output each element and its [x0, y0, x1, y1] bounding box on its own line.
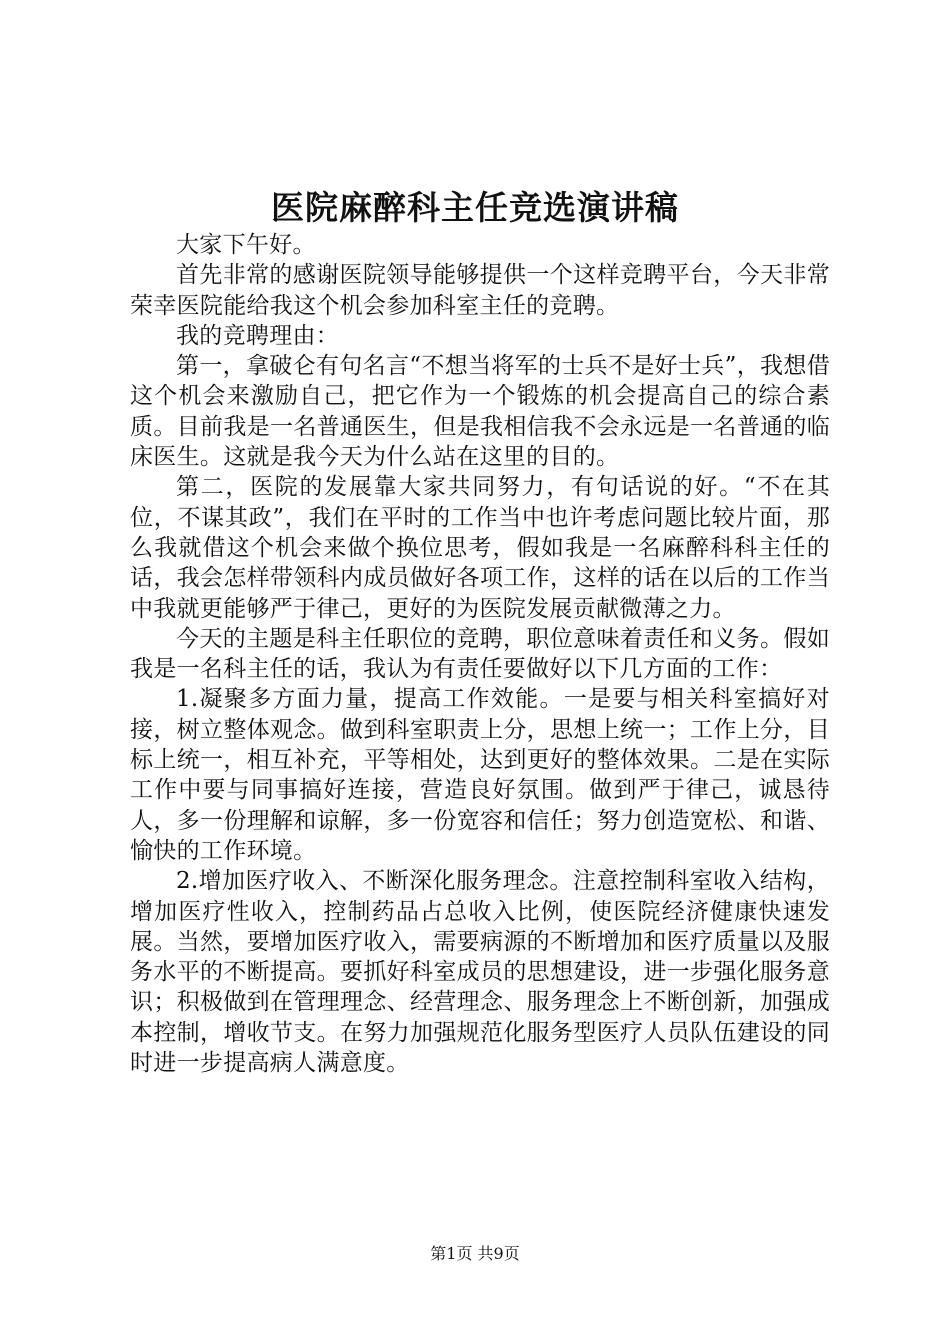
paragraph-reason-one: 第一，拿破仑有句名言“不想当将军的士兵不是好士兵”，我想借这个机会来激励自己，把它作为一个锻炼的机会提高自己的综合素质。目前我是一名普通医生，但是我相信我不会永远是一名普通的临床医生。这就是我今天为什么站在这里的目的。: [130, 353, 830, 471]
document-title: 医院麻醉科主任竞选演讲稿: [271, 188, 679, 227]
page-number-footer: 第1页 共9页: [430, 1244, 520, 1263]
paragraph-reason-two: 第二，医院的发展靠大家共同努力，有句话说的好。“不在其位，不谋其政”，我们在平时的工作当中也许考虑问题比较片面，那么我就借这个机会来做个换位思考，假如我是一名麻醉科科主任的话，我会怎样带领科内成员做好各项工作，这样的话在以后的工作当中我就更能够严于律己，更好的为医院发展贡献微薄之力。: [130, 474, 830, 622]
paragraph-point-one: 1.凝聚多方面力量，提高工作效能。一是要与相关科室搞好对接，树立整体观念。做到科室职责上分，思想上统一；工作上分，目标上统一，相互补充，平等相处，达到更好的整体效果。二是在实际工作中要与同事搞好连接，营造良好氛围。做到严于律己，诚恳待人，多一份理解和谅解，多一份宽容和信任；努力创造宽松、和谐、愉快的工作环境。: [130, 686, 830, 864]
document-body: [130, 230, 830, 1078]
paragraph-point-two: 2.增加医疗收入、不断深化服务理念。注意控制科室收入结构，增加医疗性收入，控制药品占总收入比例，使医院经济健康快速发展。当然，要增加医疗收入，需要病源的不断增加和医疗质量以及服务水平的不断提高。要抓好科室成员的思想建设，进一步强化服务意识；积极做到在管理理念、经营理念、服务理念上不断创新，加强成本控制，增收节支。在努力加强规范化服务型医疗人员队伍建设的同时进一步提高病人满意度。: [130, 868, 830, 1077]
paragraph-theme: 今天的主题是科主任职位的竞聘，职位意味着责任和义务。假如我是一名科主任的话，我认为有责任要做好以下几方面的工作：: [130, 625, 830, 683]
paragraph-reasons-heading: 我的竞聘理由：: [176, 322, 340, 349]
paragraph-greeting: 大家下午好。: [176, 232, 316, 258]
paragraph-thanks: 首先非常的感谢医院领导能够提供一个这样竞聘平台，今天非常荣幸医院能给我这个机会参加科室主任的竞聘。: [130, 262, 830, 319]
